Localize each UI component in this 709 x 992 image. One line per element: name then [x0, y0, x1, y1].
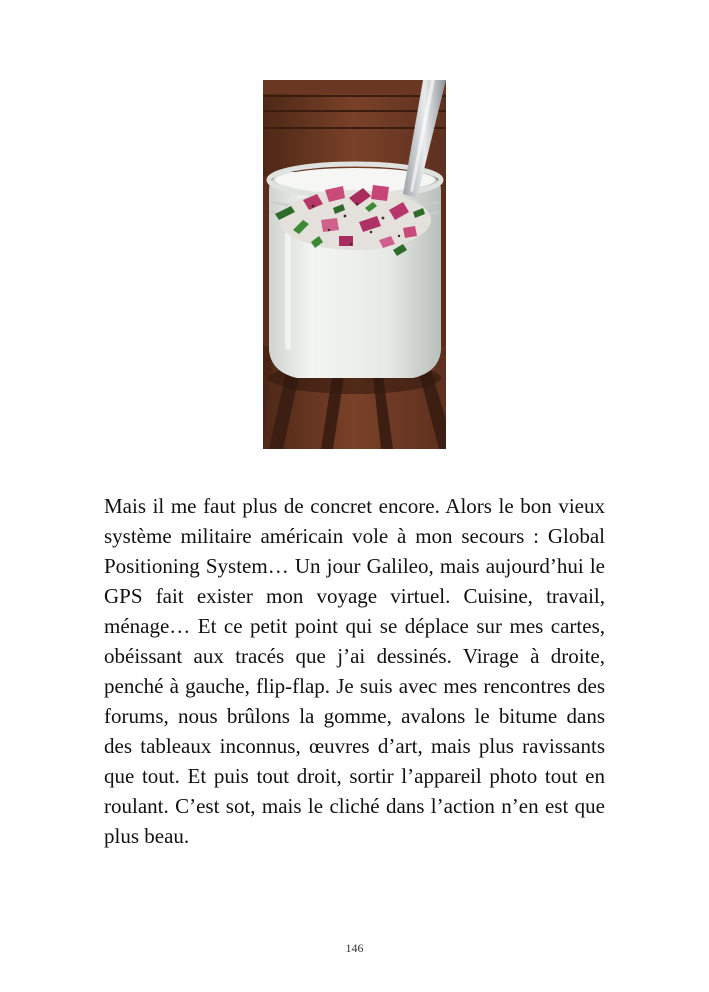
jar-photo	[263, 80, 446, 449]
body-paragraph: Mais il me faut plus de concret encore. Alors le bon vieux système militaire américain vole à mon secours : Global Positioning System… Un jour Galileo, mais aujourd’hui le GPS fait exister mon voyage virtuel. Cuisine, travail, ménage… Et ce petit point qui se déplace sur mes cartes, obéissant aux tracés que j’ai dessinés. Virage à droite, penché à gauche, flip-flap. Je suis avec mes rencontres des forums, nous brûlons la gomme, avalons le bitume dans des tableaux inconnus, œuvres d’art, mais plus ravissants que tout. Et puis tout droit, sortir l’appareil photo tout en roulant. C’est sot, mais le cliché dans l’action n’en est que plus beau.	[104, 494, 605, 848]
jar-illustration	[263, 80, 446, 449]
page-number: 146	[345, 941, 364, 955]
